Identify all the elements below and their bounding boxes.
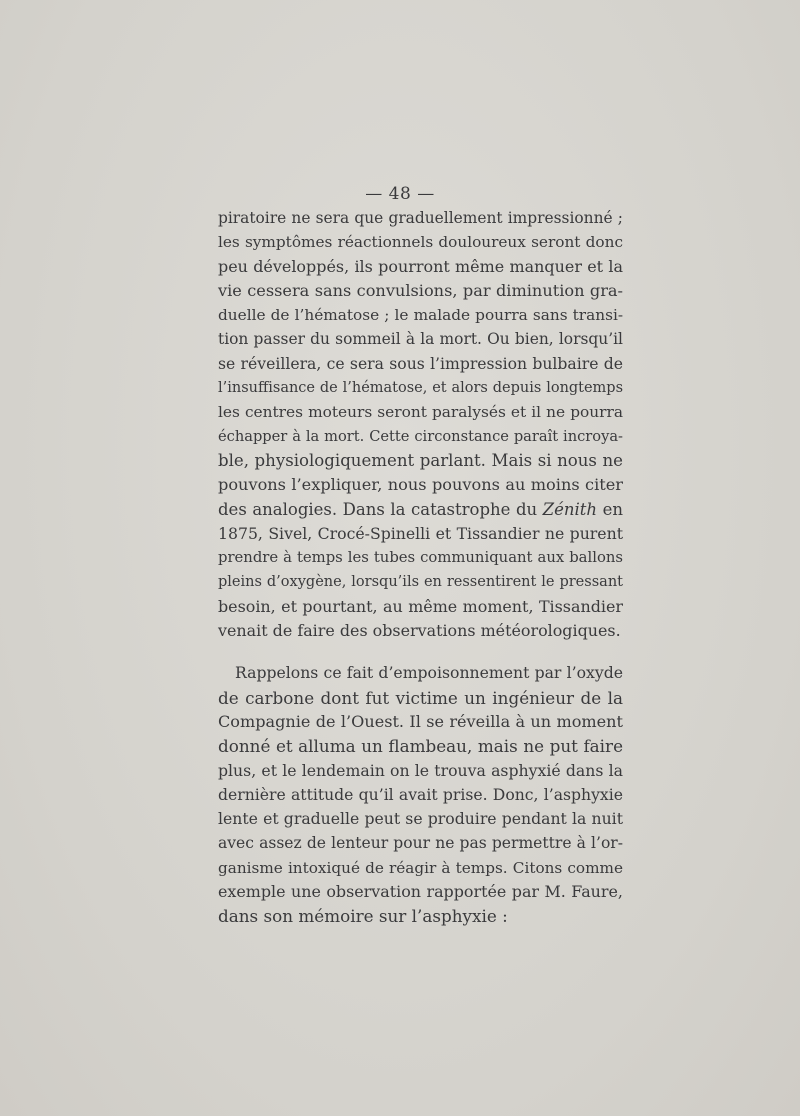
text-line: l’insuffisance de l’hématose, et alors depuis longtemps: [218, 380, 623, 397]
text-line: exemple une observation rapportée par M. Faure,: [218, 882, 623, 902]
paragraph-2: [218, 661, 623, 928]
text-line: ganisme intoxiqué de réagir à temps. Citons comme: [218, 858, 623, 877]
paragraph-1: [218, 206, 623, 643]
text-line: les symptômes réactionnels douloureux seront donc: [218, 233, 623, 252]
text-line: dans son mémoire sur l’asphyxie :: [218, 906, 508, 927]
text-line-with-italic: [218, 498, 623, 522]
text-line: Rappelons ce fait d’empoisonnement par l’oxyde: [235, 663, 623, 683]
text-line: échapper à la mort. Cette circonstance paraît incroya-: [218, 427, 623, 445]
text-line: avec assez de lenteur pour ne pas permettre à l’or-: [218, 834, 623, 853]
text-line: ble, physiologiquement parlant. Mais si nous ne: [218, 450, 623, 470]
text-line: 1875, Sivel, Crocé-Spinelli et Tissandier ne purent: [218, 523, 623, 543]
text-line: piratoire ne sera que graduellement impressionné ;: [218, 209, 623, 227]
text-line: duelle de l’hématose ; le malade pourra sans transi-: [218, 306, 623, 325]
text-segment: en: [602, 499, 623, 519]
text-line: peu développés, ils pourront même manquer et la: [218, 256, 623, 276]
body-text: [218, 206, 623, 929]
paragraph-spacer: [218, 643, 623, 661]
text-line: besoin, et pourtant, au même moment, Tissandier: [218, 596, 623, 616]
text-segment: des analogies. Dans la catastrophe du: [218, 499, 538, 519]
text-line: de carbone dont fut victime un ingénieur de la: [218, 687, 623, 708]
italic-ship-name: Zénith: [542, 499, 598, 519]
text-line: se réveillera, ce sera sous l’impression bulbaire de: [218, 353, 623, 373]
text-line: plus, et le lendemain on le trouva asphyxié dans la: [218, 760, 623, 780]
text-line: lente et graduelle peut se produire pendant la nuit: [218, 809, 623, 829]
text-line: vie cessera sans convulsions, par diminution gra-: [218, 280, 623, 300]
text-line: les centres moteurs seront paralysés et il ne pourra: [218, 403, 623, 422]
text-line: pouvons l’expliquer, nous pouvons au moins citer: [218, 475, 623, 495]
text-line: prendre à temps les tubes communiquant aux ballons: [218, 549, 623, 567]
text-line: Compagnie de l’Ouest. Il se réveilla à un moment: [218, 711, 623, 731]
text-line: venait de faire des observations météorologiques.: [218, 621, 621, 641]
text-line: tion passer du sommeil à la mort. Ou bien, lorsqu’il: [218, 330, 623, 349]
text-line: dernière attitude qu’il avait prise. Donc, l’asphyxie: [218, 784, 623, 804]
page-number: — 48 —: [365, 184, 435, 204]
text-line: pleins d’oxygène, lorsqu’ils en ressentirent le pressant: [218, 574, 623, 591]
text-line: donné et alluma un flambeau, mais ne put faire: [218, 736, 623, 757]
